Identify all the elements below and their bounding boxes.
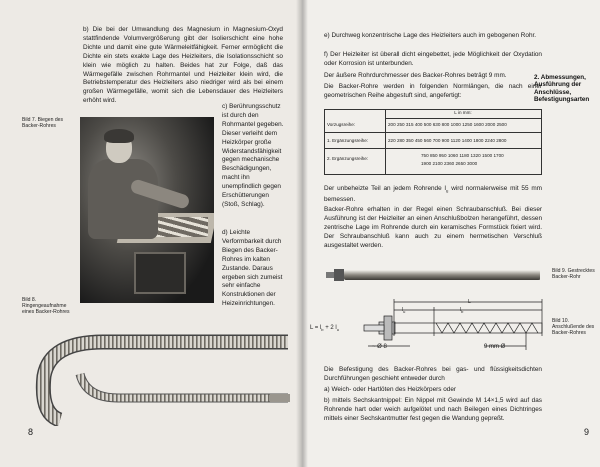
figure-8-coiled-tube <box>8 316 298 426</box>
paragraph-f: f) Der Heizleiter ist überall dicht eingebettet, jede Möglichkeit der Oxydation oder Korrosion ist unterbunden. <box>324 51 542 67</box>
dimension-lb-letter: l <box>460 307 462 313</box>
length-formula <box>310 325 339 333</box>
table-row-label: 1. Ergänzungsreihe: <box>327 138 369 143</box>
unheated-paragraph <box>324 185 542 205</box>
unheated-text-2: wird normalerweise mit 55 mm bemessen. <box>324 185 542 204</box>
formula-part-1: L = l <box>310 325 322 331</box>
diameter-line: Der äußere Rohrdurchmesser des Backer-Rohres beträgt 9 mm. <box>324 72 507 79</box>
table-row-values: 200 250 315 400 500 630 800 1000 1250 1600 2000 2500 <box>388 122 507 127</box>
paragraph-d <box>222 229 286 309</box>
paragraph-b-text: b) Die bei der Umwandlung des Magnesium in Magnesium-Oxyd stattfindende Volumvergrößerung gibt der Isolierschicht eine hohe Dichte und damit eine gute Wärmeleitfähigkeit. Ferner ermöglicht die Dichte ein stets exakte Lage des Heizleiters, die Isolationsschicht so klein wie möglich zu halten. Beides hat zur Folge, daß das Wärmegefälle zwischen Rohrmantel und Heizleiter klein wird, die Betriebstemperatur des Heizleiters also niedriger wird als bei einem großen Wärmegefälle, womit sich die Lebensdauer des Heizleiters erhöht wird. <box>83 26 283 105</box>
dimension-9mm: 9 mm Ø <box>484 344 506 350</box>
formula-part-2: + 2 l <box>323 325 337 331</box>
table-row-values: 750 850 950 1060 1180 1320 1500 1700 <box>421 153 504 158</box>
lengths-intro: Die Backer-Rohre werden in folgenden Normlängen, die nach einer geometrischen Reihe abgestuft sind, angefertigt: <box>324 83 542 99</box>
dimension-lb <box>460 307 463 315</box>
fixing-item-a: a) Weich- oder Hartlöten des Heizkörpers oder <box>324 386 457 393</box>
table-row-label: 2. Ergänzungsreihe: <box>327 156 369 161</box>
right-page <box>302 0 600 467</box>
figure-7-photo <box>80 117 214 303</box>
page-number-right: 9 <box>584 427 590 437</box>
figure-7-caption: Bild 7. Biegen des Backer-Rohres <box>22 117 64 130</box>
dimension-lu-sub: u <box>403 309 406 315</box>
paragraph-c-text: c) Berührungsschutz ist durch den Rohrmantel gegeben. Dieser verleiht dem Heizkörper große Widerstandsfähigkeit gegen mechanische Beschädigungen, macht ihn unempfindlich gegen Erschütterungen (Stoß, Schlag). <box>222 103 284 208</box>
dimension-8: ~ Ø 8 <box>372 344 387 350</box>
page-number-left: 8 <box>28 427 34 437</box>
dimension-L: L <box>468 299 471 305</box>
figure-9-straight-tube <box>324 265 544 287</box>
unheated-text: Der unbeheizte Teil an jedem Rohrende l <box>324 185 446 192</box>
fixing-paragraph: Die Befestigung des Backer-Rohres bei gas- und flüssigkeitsdichten Durchführungen geschieht entweder durch <box>324 366 542 382</box>
formula-sub-2: u <box>336 327 339 333</box>
table-row-label: Vorzugsreihe: <box>327 122 356 127</box>
table-row-values: 220 280 350 450 560 700 900 1120 1400 1800 2240 2800 <box>388 138 507 143</box>
figure-10-dimension-drawing <box>324 296 546 360</box>
dimension-lu-letter: l <box>402 307 404 313</box>
figure-8-caption: Bild 8. Ringengeaufnahme eines Backer-Rohres <box>22 297 70 316</box>
figure-10-caption: Bild 10. Anschlußende des Backer-Rohres <box>552 318 595 337</box>
table-row-values-cont: 1900 2100 2360 2650 3000 <box>421 161 478 166</box>
paragraph-b <box>83 26 283 106</box>
table-unit-header: L in mm: <box>385 110 541 119</box>
lengths-table <box>324 109 542 175</box>
figure-9-caption: Bild 9. Gestrecktes Backer-Rohr <box>552 268 595 281</box>
paragraph-e: e) Durchweg konzentrische Lage des Heizleiters auch im gebogenen Rohr. <box>324 32 537 39</box>
paragraph-c <box>222 103 286 210</box>
connection-paragraph: Backer-Rohre erhalten in der Regel einen Schraubanschluß. Bei dieser Ausführung ist der Heizleiter an einen Anschlußbolzen herangeführt, dessen zentrische Lage im Rohrende durch ein keramisches Formstück fixiert wird. Der Schraubanschluß kann auch zu einem hermetischen Verschluß ausgestaltet werden. <box>324 206 542 249</box>
paragraph-d-text: d) Leichte Verformbarkeit durch Biegen des Backer-Rohres im kalten Zustande. Daraus ergeben sich zumeist sehr einfache Konstruktionen der Heizeinrichtungen. <box>222 229 283 308</box>
formula-sub-1: b <box>321 327 324 333</box>
dimension-lb-sub: b <box>461 309 464 315</box>
dimension-lu <box>402 307 405 315</box>
side-heading: 2. Abmessungen, Ausführung der Anschlüsse, Befestigungsarten <box>534 74 590 103</box>
unheated-subscript: u <box>445 188 449 194</box>
book-gutter <box>296 0 308 467</box>
fixing-item-b: b) mittels Sechskantnippel: Ein Nippel mit Gewinde M 14×1,5 wird auf das Rohrende hart oder weich aufgelötet und nach Beilegen eines Dichtringes mittels einer Sechskantmutter fest gegen die Wandung gepreßt. <box>324 397 542 422</box>
